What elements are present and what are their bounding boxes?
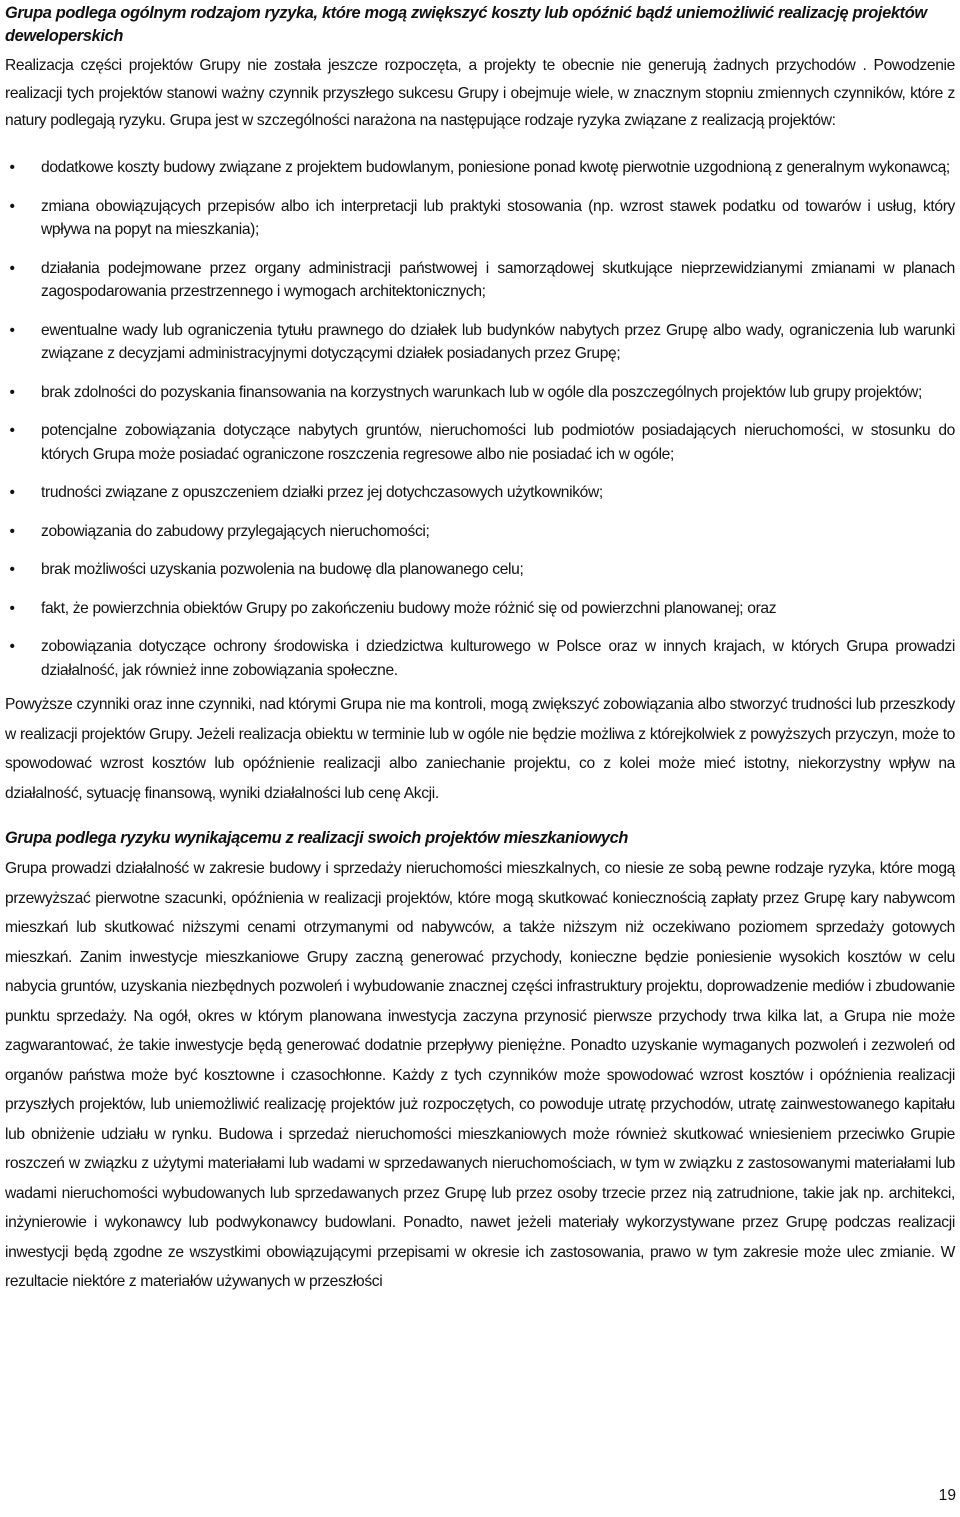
list-item-text: brak możliwości uzyskania pozwolenia na budowę dla planowanego celu; — [41, 561, 524, 579]
bullet-icon: • — [9, 159, 15, 177]
list-item — [5, 257, 955, 304]
section-heading-general-risks: Grupa podlega ogólnym rodzajom ryzyka, które mogą zwiększyć koszty lub opóźnić bądź uniemożliwić realizację projektów deweloperskich — [5, 4, 927, 45]
list-item-text: fakt, że powierzchnia obiektów Grupy po zakończeniu budowy może różnić się od powierzchni planowanej; oraz — [41, 599, 777, 617]
list-item-text: działania podejmowane przez organy administracji państwowej i samorządowej skutkujące nieprzewidzianymi zmianami w planach zagospodarowania przestrzennego i wymogach architektonicznych; — [41, 259, 955, 301]
list-item-text: zobowiązania dotyczące ochrony środowiska i dziedzictwa kulturowego w Polsce oraz w innych krajach, w których Grupa prowadzi działalność, jak również inne zobowiązania społeczne. — [41, 638, 955, 679]
list-item-text: dodatkowe koszty budowy związane z projektem budowlanym, poniesione ponad kwotę pierwotnie uzgodnioną z generalnym wykonawcą; — [41, 159, 950, 177]
bullet-icon: • — [9, 197, 15, 215]
list-item — [5, 481, 955, 505]
bullet-icon: • — [9, 638, 15, 656]
list-item — [5, 156, 955, 180]
section-heading-residential-risks: Grupa podlega ryzyku wynikającemu z realizacji swoich projektów mieszkaniowych — [5, 829, 629, 848]
list-item — [5, 381, 955, 405]
list-item-text: brak zdolności do pozyskania finansowania na korzystnych warunkach lub w ogóle dla poszczególnych projektów lub grupy projektów; — [41, 383, 922, 401]
bullet-icon: • — [9, 599, 15, 617]
document-page — [5, 0, 955, 1297]
list-item-text: potencjalne zobowiązania dotyczące nabytych gruntów, nieruchomości lub podmiotów posiadających nieruchomości, w stosunku do których Grupa może posiadać ograniczone roszczenia regresowe albo nie posiadać ich w ogóle; — [41, 422, 955, 463]
residential-risk-paragraph: Grupa prowadzi działalność w zakresie budowy i sprzedaży nieruchomości mieszkalnych, co niesie ze sobą pewne rodzaje ryzyka, które mogą przewyższać pierwotne szacunki, opóźnienia w realizacji projektów, które mogą skutkować koniecznością zapłaty przez Grupę kary nabywcom mieszkań lub skutkować niższymi cenami otrzymanymi od nabywców, a także niższym niż oczekiwano poziomem sprzedaży gotowych mieszkań. Zanim inwestycje mieszkaniowe Grupy zaczną generować przychody, konieczne będzie poniesienie wysokich kosztów w celu nabycia gruntów, uzyskania niezbędnych pozwoleń i wybudowanie znacznej części infrastruktury projektu, doprowadzenie mediów i zbudowanie punktu sprzedaży. Na ogół, okres w którym planowana inwestycja zaczyna przynosić pierwsze przychody trwa kilka lat, a Grupa nie może zagwarantować, że takie inwestycje będą generować dodatnie przepływy pieniężne. Ponadto uzyskanie wymaganych pozwoleń i zezwoleń od organów państwa może być kosztowne i czasochłonne. Każdy z tych czynników może spowodować wzrost kosztów i opóźnienia realizacji przyszłych projektów, lub uniemożliwić realizację projektów już rozpoczętych, co powoduje utratę przychodów, utratę zainwestowanego kapitału lub obniżenie udziału w rynku. Budowa i sprzedaż nieruchomości mieszkaniowych może również skutkować wniesieniem przeciwko Grupie roszczeń w związku z użytymi materiałami lub wadami w sprzedawanych nieruchomościach, w tym w związku z zastosowanymi materiałami lub wadami nieruchomości wybudowanych lub sprzedawanych przez Grupę lub przez osoby trzecie przez nią zatrudnione, takie jak np. architekci, inżynierowie i wykonawcy lub podwykonawcy budowlani. Ponadto, nawet jeżeli materiały wykorzystywane przez Grupę podczas realizacji inwestycji będą zgodne ze wszystkimi obowiązującymi przepisami w okresie ich zastosowania, prawo w tym zakresie może ulec zmianie. W rezultacie niektóre z materiałów używanych w przeszłości — [5, 860, 955, 1291]
list-item — [5, 419, 955, 466]
risk-list — [5, 156, 955, 682]
list-item-text: ewentualne wady lub ograniczenia tytułu prawnego do działek lub budynków nabytych przez Grupę albo wady, ograniczenia lub warunki związane z decyzjami administracyjnymi dotyczącymi działek posiadanych przez Grupę; — [41, 321, 955, 363]
bullet-icon: • — [9, 321, 15, 339]
bullet-icon: • — [9, 561, 15, 579]
intro-paragraph: Realizacja części projektów Grupy nie została jeszcze rozpoczęta, a projekty te obecnie nie generują żadnych przychodów . Powodzenie realizacji tych projektów stanowi ważny czynnik przyszłego sukcesu Grupy i obejmuje wiele, w znacznym stopniu zmiennych czynników, które z natury podlegają ryzyku. Grupa jest w szczególności narażona na następujące rodzaje ryzyka związane z realizacją projektów: — [5, 57, 955, 130]
list-item — [5, 520, 955, 544]
list-item — [5, 319, 955, 366]
list-item — [5, 635, 955, 682]
list-item-text: zmiana obowiązujących przepisów albo ich interpretacji lub praktyki stosowania (np. wzrost stawek podatku od towarów i usług, który wpływa na popyt na mieszkania); — [41, 197, 955, 239]
bullet-icon: • — [9, 383, 15, 401]
list-item — [5, 195, 955, 242]
list-item-text: zobowiązania do zabudowy przylegających nieruchomości; — [41, 522, 430, 540]
bullet-icon: • — [9, 422, 15, 440]
page-number: 19 — [938, 1487, 956, 1504]
bullet-icon: • — [9, 522, 15, 540]
list-item-text: trudności związane z opuszczeniem działki przez jej dotychczasowych użytkowników; — [41, 484, 603, 502]
bullet-icon: • — [9, 484, 15, 502]
conclusion-paragraph: Powyższe czynniki oraz inne czynniki, nad którymi Grupa nie ma kontroli, mogą zwiększyć zobowiązania albo stworzyć trudności lub przeszkody w realizacji projektów Grupy. Jeżeli realizacja obiektu w terminie lub w ogóle nie będzie możliwa z którejkolwiek z powyższych przyczyn, może to spowodować wzrost kosztów lub opóźnienie realizacji albo zaniechanie projektu, co z kolei może mieć istotny, niekorzystny wpływ na działalność, sytuację finansową, wyniki działalności lub cenę Akcji. — [5, 696, 955, 802]
bullet-icon: • — [9, 259, 15, 277]
list-item — [5, 558, 955, 582]
list-item — [5, 597, 955, 621]
